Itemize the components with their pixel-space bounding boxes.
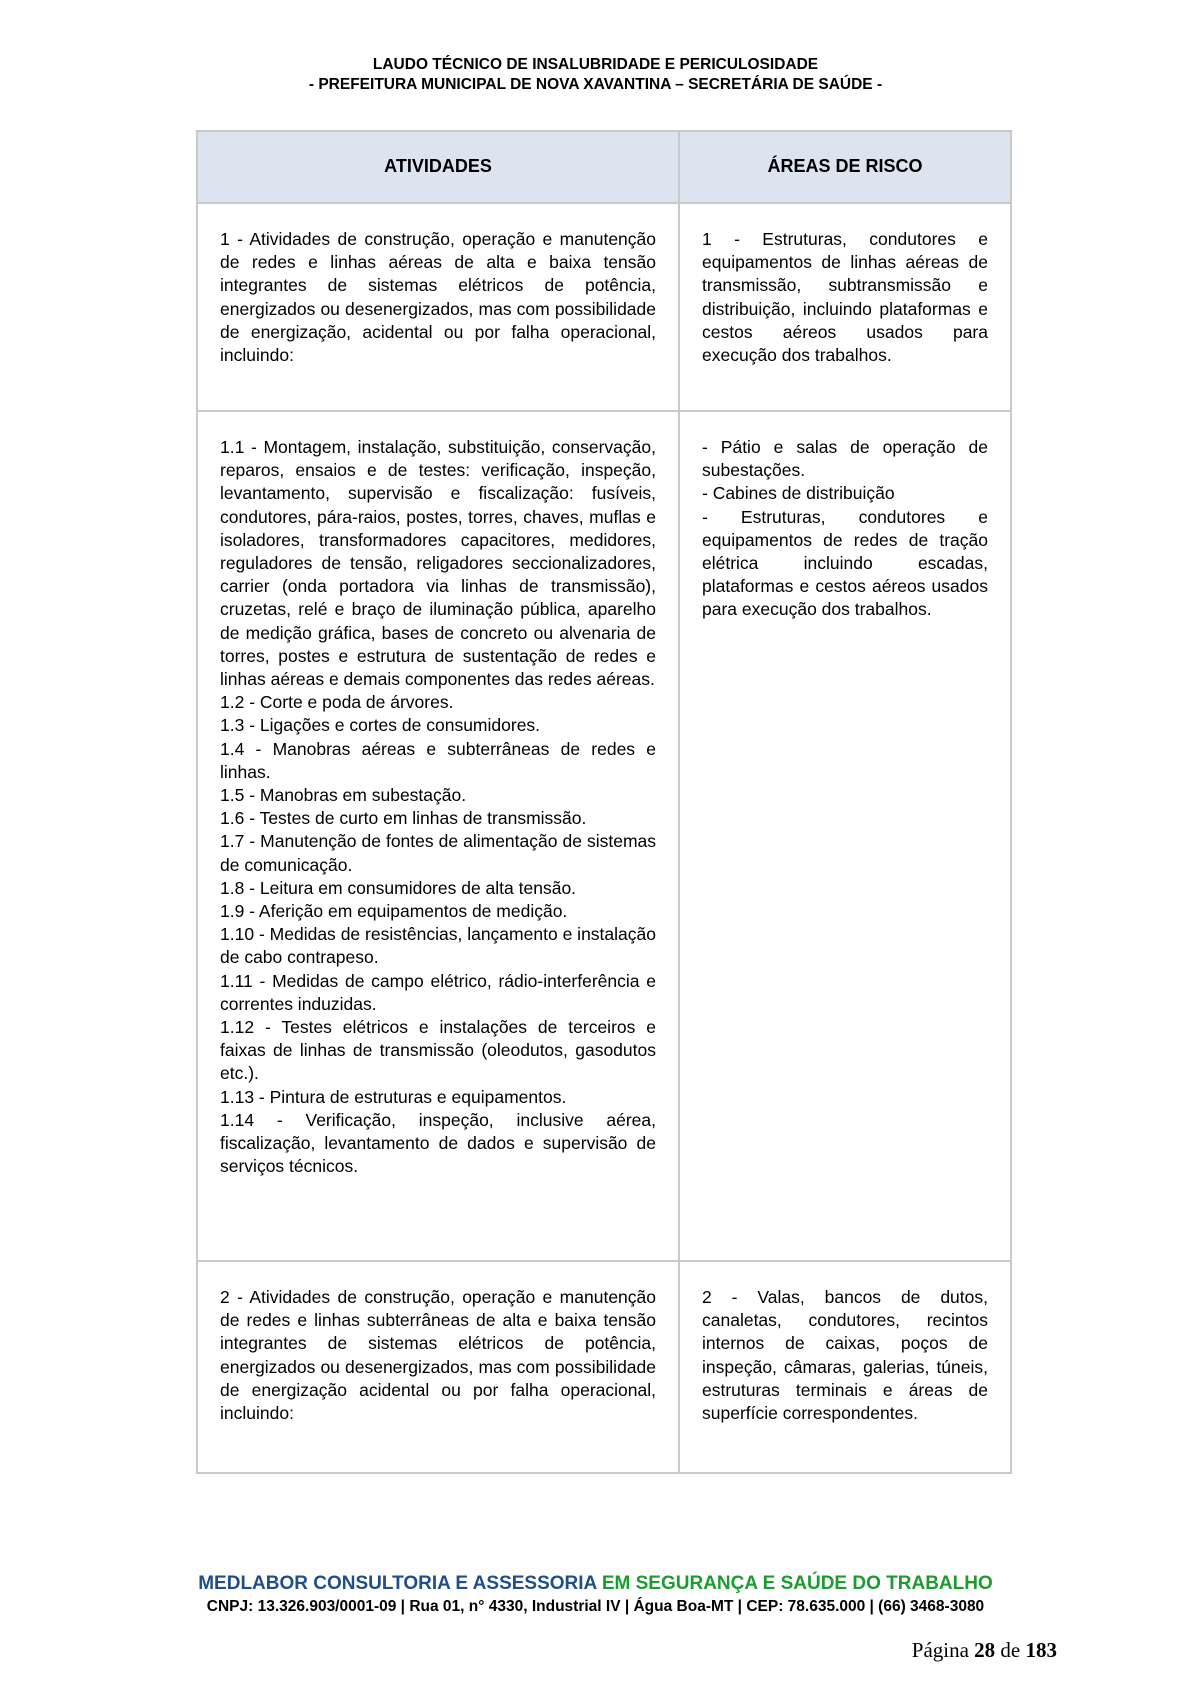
- risk-area-cell: 1 - Estruturas, condutores e equipamentos de linhas aéreas de transmissão, subtransmissão e distribuição, incluindo plataformas e cestos aéreos usados para execução dos trabalhos.: [679, 203, 1011, 411]
- activity-cell: 1 - Atividades de construção, operação e manutenção de redes e linhas aéreas de alta e baixa tensão integrantes de sistemas elétricos de potência, energizados ou desenergizados, mas com possibilidade de energização, acidental ou por falha operacional, incluindo:: [197, 203, 679, 411]
- page-current: 28: [974, 1638, 996, 1662]
- activity-item: 1.7 - Manutenção de fontes de alimentação de sistemas de comunicação.: [220, 831, 656, 875]
- activity-item: 1.12 - Testes elétricos e instalações de terceiros e faixas de linhas de transmissão (oleodutos, gasodutos etc.).: [220, 1017, 656, 1084]
- activity-item: 1.5 - Manobras em subestação.: [220, 785, 467, 806]
- footer-company-tagline: EM SEGURANÇA E SAÚDE DO TRABALHO: [601, 1573, 993, 1594]
- activity-item: 1.2 - Corte e poda de árvores.: [220, 692, 454, 713]
- activity-item: 1.6 - Testes de curto em linhas de transmissão.: [220, 808, 587, 829]
- activity-cell: [197, 411, 679, 1261]
- page-total: 183: [1025, 1638, 1057, 1662]
- risk-area-cell: [679, 411, 1011, 1261]
- risk-areas-column-header: ÁREAS DE RISCO: [679, 131, 1011, 203]
- activity-item: 1.11 - Medidas de campo elétrico, rádio-interferência e correntes induzidas.: [220, 970, 656, 1014]
- document-footer: [0, 1572, 1191, 1618]
- activity-item: 1.9 - Aferição em equipamentos de medição.: [220, 901, 568, 922]
- page-prefix: Página: [911, 1638, 975, 1662]
- table-header-row: [197, 131, 1011, 203]
- footer-company-name: MEDLABOR CONSULTORIA E ASSESSORIA: [198, 1573, 602, 1594]
- footer-company: [0, 1572, 1191, 1596]
- risk-areas-table: [196, 130, 1012, 1474]
- activity-item: 1.3 - Ligações e cortes de consumidores.: [220, 715, 541, 736]
- header-subtitle: - PREFEITURA MUNICIPAL DE NOVA XAVANTINA – SECRETÁRIA DE SAÚDE -: [308, 76, 883, 93]
- footer-contact: CNPJ: 13.326.903/0001-09 | Rua 01, n° 4330, Industrial IV | Água Boa-MT | CEP: 78.635.000 | (66) 3468-3080: [206, 1598, 985, 1615]
- header-title: LAUDO TÉCNICO DE INSALUBRIDADE E PERICULOSIDADE: [372, 56, 819, 73]
- risk-area-item: - Estruturas, condutores e equipamentos de redes de tração elétrica incluindo escadas, plataformas e cestos aéreos usados para execução dos trabalhos.: [702, 506, 988, 620]
- activity-item: 1.8 - Leitura em consumidores de alta tensão.: [220, 877, 577, 898]
- activity-item: 1.10 - Medidas de resistências, lançamento e instalação de cabo contrapeso.: [220, 924, 656, 968]
- table-row: [197, 411, 1011, 1261]
- activity-item: 1.1 - Montagem, instalação, substituição, conservação, reparos, ensaios e de testes: verificação, inspeção, levantamento, supervisão e fiscalização: fusíveis, condutores, pára-raios, postes, torres, chaves, muflas e isoladores, transformadores capacitores, medidores, reguladores de tensão, religadores seccionalizadores, carrier (onda portadora via linhas de transmissão), cruzetas, relé e braço de iluminação pública, aparelho de medição gráfica, bases de concreto ou alvenaria de torres, postes e estrutura de sustentação de redes e linhas aéreas e demais componentes das redes aéreas.: [220, 437, 656, 690]
- risk-area-item: - Cabines de distribuição: [702, 483, 895, 504]
- risk-area-cell: 2 - Valas, bancos de dutos, canaletas, condutores, recintos internos de caixas, poços de inspeção, câmaras, galerias, túneis, estruturas terminais e áreas de superfície correspondentes.: [679, 1261, 1011, 1473]
- page-number: [912, 1638, 1057, 1663]
- activities-column-header: ATIVIDADES: [197, 131, 679, 203]
- activity-item: 1.14 - Verificação, inspeção, inclusive aérea, fiscalização, levantamento de dados e supervisão de serviços técnicos.: [220, 1109, 656, 1177]
- table-row: [197, 203, 1011, 411]
- page-middle: de: [995, 1638, 1026, 1662]
- activity-cell: 2 - Atividades de construção, operação e manutenção de redes e linhas subterrâneas de alta e baixa tensão integrantes de sistemas elétricos de potência, energizados ou desenergizados, mas com possibilidade de energização acidental ou por falha operacional, incluindo:: [197, 1261, 679, 1473]
- table-row: [197, 1261, 1011, 1473]
- activity-item: 1.13 - Pintura de estruturas e equipamentos.: [220, 1086, 567, 1107]
- document-header: [0, 55, 1191, 95]
- activity-item: 1.4 - Manobras aéreas e subterrâneas de redes e linhas.: [220, 738, 656, 782]
- risk-area-item: - Pátio e salas de operação de subestações.: [702, 437, 988, 481]
